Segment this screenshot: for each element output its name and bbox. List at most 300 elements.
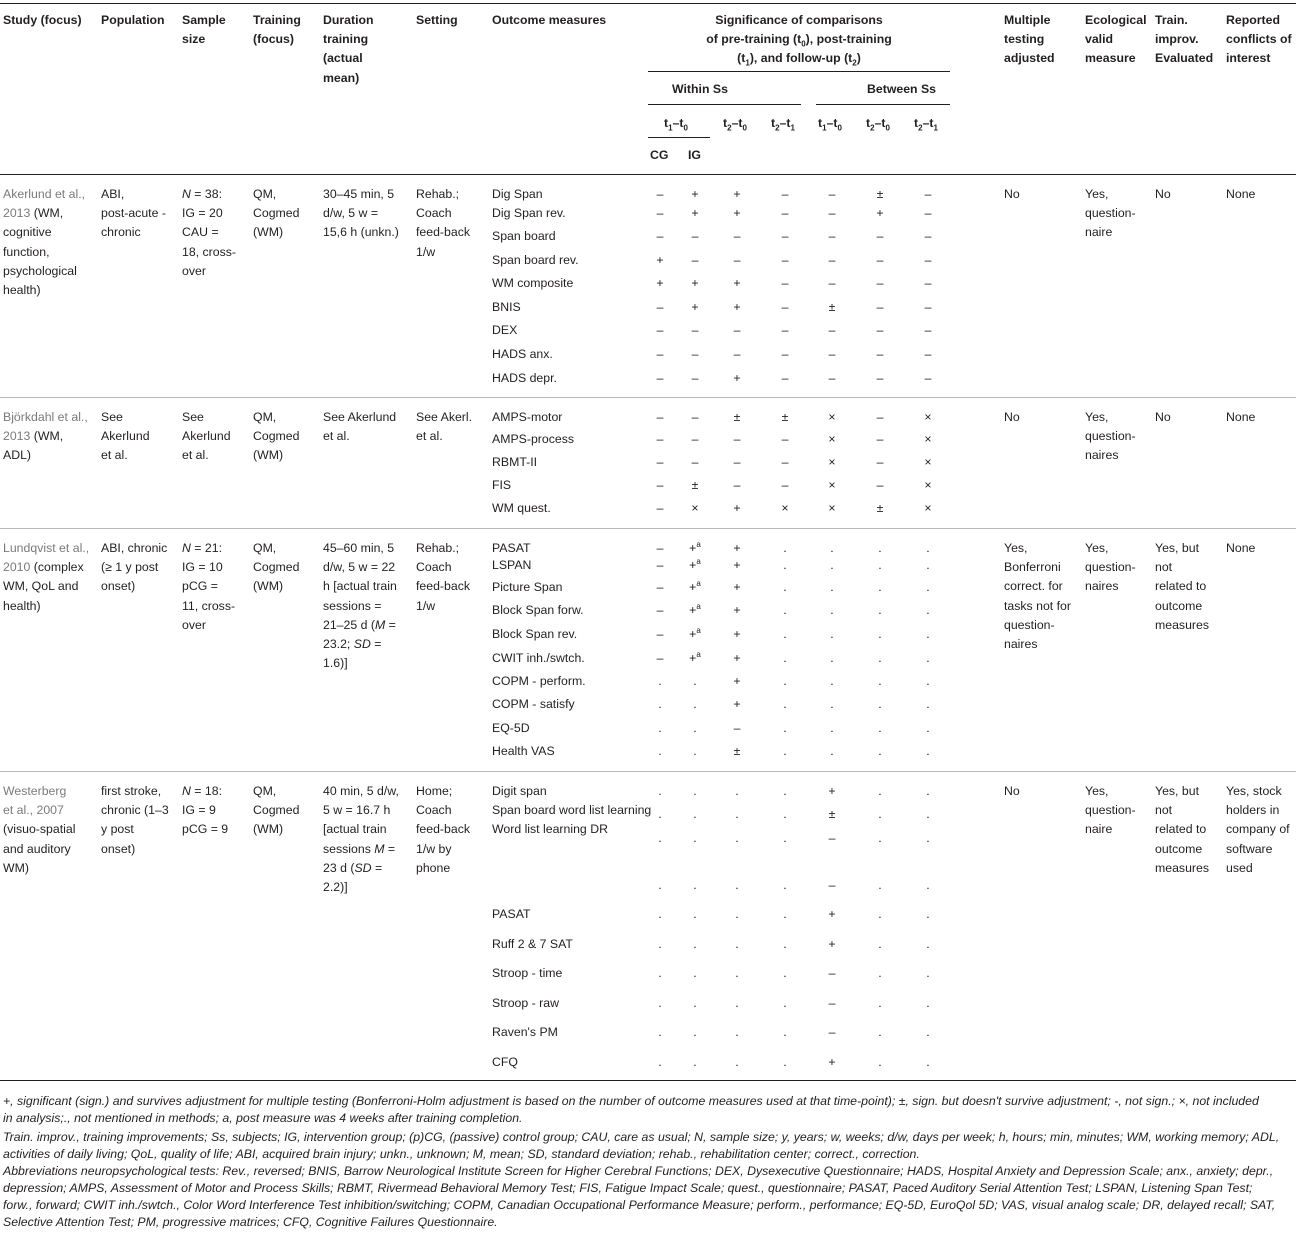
outcome-measure: Block Span forw. xyxy=(492,603,584,617)
study-sample-size: N = 18: IG = 9 pCG = 9 xyxy=(182,784,229,837)
outcome-measure: Digit span xyxy=(492,784,547,798)
significance-cell: . xyxy=(926,878,930,892)
significance-cell: + xyxy=(656,276,664,290)
significance-cell: . xyxy=(735,996,739,1010)
significance-cell: – xyxy=(691,323,699,337)
outcome-measure: COPM - perform. xyxy=(492,674,586,688)
significance-cell: × xyxy=(781,501,789,515)
outcome-measure: CWIT inh./swtch. xyxy=(492,651,585,665)
outcome-measure: Stroop - time xyxy=(492,966,563,980)
significance-cell: . xyxy=(783,1055,787,1069)
significance-cell: – xyxy=(656,501,664,515)
study-train-improv: Yes, but not related to outcome measures xyxy=(1155,541,1209,632)
significance-cell: + xyxy=(691,187,699,201)
header-setting: Setting xyxy=(416,13,458,27)
significance-cell: – xyxy=(656,455,664,469)
significance-cell: – xyxy=(828,371,836,385)
significance-cell: – xyxy=(876,478,884,492)
study-author[interactable]: Björkdahl et al., xyxy=(3,410,88,424)
significance-cell: . xyxy=(658,674,662,688)
significance-cell: . xyxy=(830,697,834,711)
significance-cell: . xyxy=(693,907,697,921)
significance-cell: . xyxy=(693,831,697,845)
study-ecological: Yes, question- naires xyxy=(1085,410,1136,463)
significance-cell: . xyxy=(735,878,739,892)
significance-cell: – xyxy=(781,206,789,220)
significance-cell: – xyxy=(733,478,741,492)
study-setting: Rehab.; Coach feed-back 1/w xyxy=(416,187,471,259)
significance-cell: – xyxy=(781,478,789,492)
significance-cell: – xyxy=(876,300,884,314)
significance-cell: . xyxy=(693,1025,697,1039)
outcome-measure: HADS depr. xyxy=(492,371,557,385)
significance-cell: . xyxy=(926,1025,930,1039)
significance-cell: + xyxy=(733,206,741,220)
study-train-improv: No xyxy=(1155,187,1171,201)
significance-cell: . xyxy=(658,878,662,892)
significance-cell: . xyxy=(735,1055,739,1069)
significance-cell: +$^a$ xyxy=(689,649,701,665)
significance-cell: . xyxy=(878,721,882,735)
significance-cell: – xyxy=(924,229,932,243)
header-between-t1-t0: $t_1-t_0$ xyxy=(818,116,842,133)
significance-cell: . xyxy=(735,784,739,798)
footnote-tests: Abbreviations neuropsychological tests: Rev., reversed; BNIS, Barrow Neurological Institute Screen for Higher Cerebral Functions; DEX, Dysexecutive Questionnaire; HADS, Hospital Anxiety and Depression Scale; anx., anxiety; depr., depression; AMPS, Assessment of Motor and Process Skills; RBMT, Rivermead Behavioral Memory Test; FIS, Fatigue Impact Scale; quest., questionnaire; PASAT, Paced Auditory Serial Attention Test; LSPAN, Listening Span Test; forw., forward; CWIT inh./swtch., Color Word Interference Test inhibition/switching; COPM, Canadian Occupational Performance Measure; perform., performance; EQ-5D, EuroQol 5D; VAS, visual analog scale; DR, delayed recall; SAT, Selective Attention Test; PM, progressive matrices; CFQ, Cognitive Failures Questionnaire. xyxy=(3,1164,1276,1229)
significance-cell: + xyxy=(691,300,699,314)
header-train-improv: Train. improv. Evaluated xyxy=(1155,13,1214,66)
significance-cell: – xyxy=(781,323,789,337)
outcome-measure: AMPS-motor xyxy=(492,410,563,424)
study-population: ABI, chronic (≥ 1 y post onset) xyxy=(101,541,168,594)
outcome-measure: PASAT xyxy=(492,541,531,555)
significance-cell: . xyxy=(878,558,882,572)
significance-cell: – xyxy=(656,410,664,424)
significance-cell: – xyxy=(656,603,664,617)
significance-cell: × xyxy=(924,410,932,424)
significance-cell: . xyxy=(926,966,930,980)
significance-cell: . xyxy=(878,697,882,711)
study-setting: Home; Coach feed-back 1/w by phone xyxy=(416,784,471,875)
significance-cell: – xyxy=(691,410,699,424)
significance-cell: – xyxy=(924,206,932,220)
between-rule xyxy=(816,104,950,105)
significance-cell: ± xyxy=(691,478,699,492)
significance-cell: . xyxy=(783,674,787,688)
significance-cell: + xyxy=(828,784,836,798)
header-outcome: Outcome measures xyxy=(492,13,607,27)
significance-cell: . xyxy=(783,627,787,641)
header-within-ss: Within Ss xyxy=(672,82,728,96)
significance-cell: – xyxy=(876,432,884,446)
significance-cell: – xyxy=(828,878,836,892)
significance-cell: + xyxy=(691,206,699,220)
significance-cell: – xyxy=(656,651,664,665)
significance-cell: + xyxy=(828,907,836,921)
header-sample-size: Sample size xyxy=(182,13,226,47)
significance-cell: – xyxy=(876,276,884,290)
significance-cell: – xyxy=(656,478,664,492)
study-citation: Akerlund et al., 2013 (WM, cognitive function, psychological health) xyxy=(3,187,86,298)
significance-cell: . xyxy=(830,744,834,758)
significance-cell: – xyxy=(828,347,836,361)
study-author[interactable]: Lundqvist et al., xyxy=(3,541,90,555)
significance-cell: × xyxy=(924,501,932,515)
study-training: QM, Cogmed (WM) xyxy=(253,784,300,837)
outcome-measure: LSPAN xyxy=(492,558,532,572)
study-ecological: Yes, question- naires xyxy=(1085,541,1136,594)
significance-cell: . xyxy=(830,580,834,594)
significance-cell: – xyxy=(828,253,836,267)
study-population: See Akerlund et al. xyxy=(101,410,150,463)
header-between-t2-t1: $t_2-t_1$ xyxy=(914,116,938,133)
significance-cell: . xyxy=(926,907,930,921)
significance-cell: . xyxy=(658,807,662,821)
significance-cell: ± xyxy=(876,501,884,515)
significance-cell: – xyxy=(691,253,699,267)
outcome-measure: PASAT xyxy=(492,907,531,921)
significance-cell: . xyxy=(658,966,662,980)
significance-cell: – xyxy=(691,432,699,446)
significance-cell: + xyxy=(733,371,741,385)
significance-cell: – xyxy=(924,300,932,314)
significance-cell: + xyxy=(733,603,741,617)
outcome-measure: Word list learning DR xyxy=(492,822,608,836)
significance-cell: . xyxy=(735,966,739,980)
study-citation: Westerberg et al., 2007 (visuo-spatial and auditory WM) xyxy=(3,784,76,875)
header-between-t2-t0: $t_2-t_0$ xyxy=(866,116,890,133)
significance-cell: . xyxy=(878,907,882,921)
significance-cell: × xyxy=(924,432,932,446)
significance-cell: – xyxy=(828,996,836,1010)
study-train-improv: No xyxy=(1155,410,1171,424)
header-between-ss: Between Ss xyxy=(867,82,937,96)
significance-cell: . xyxy=(878,603,882,617)
header-within-t1-t0: $t_1-t_0$ xyxy=(664,116,688,133)
outcome-measure: Dig Span rev. xyxy=(492,206,566,220)
significance-cell: . xyxy=(783,558,787,572)
significance-cell: . xyxy=(926,807,930,821)
significance-cell: – xyxy=(733,455,741,469)
significance-cell: . xyxy=(878,784,882,798)
study-population: first stroke, chronic (1–3 y post onset) xyxy=(101,784,169,856)
significance-cell: + xyxy=(733,697,741,711)
significance-cell: . xyxy=(783,937,787,951)
significance-cell: +$^a$ xyxy=(689,625,701,641)
study-multiple-testing: No xyxy=(1004,784,1020,798)
header-training: Training (focus) xyxy=(253,13,301,47)
outcome-measure: DEX xyxy=(492,323,518,337)
significance-cell: . xyxy=(658,907,662,921)
header-within-t2-t1: $t_2-t_1$ xyxy=(771,116,795,133)
significance-cell: – xyxy=(876,347,884,361)
outcome-measure: Span board rev. xyxy=(492,253,579,267)
significance-cell: – xyxy=(924,347,932,361)
significance-cell: – xyxy=(691,229,699,243)
outcome-measure: Block Span rev. xyxy=(492,627,578,641)
significance-cell: – xyxy=(828,187,836,201)
outcome-measure: FIS xyxy=(492,478,512,492)
significance-cell: . xyxy=(783,966,787,980)
significance-cell: – xyxy=(828,966,836,980)
significance-cell: – xyxy=(781,300,789,314)
outcome-measure: HADS anx. xyxy=(492,347,553,361)
header-duration: Duration training (actual mean) xyxy=(323,13,374,85)
outcome-measure: EQ-5D xyxy=(492,721,530,735)
significance-cell: . xyxy=(783,651,787,665)
study-sample-size: See Akerlund et al. xyxy=(182,410,231,463)
study-author[interactable]: Akerlund et al., xyxy=(3,187,86,201)
significance-cell: – xyxy=(656,432,664,446)
significance-cell: . xyxy=(830,674,834,688)
footnote-symbols: +, significant (sign.) and survives adjustment for multiple testing (Bonferroni-Holm adjustment is based on the number of outcome measures used at that time-point); ±, sign. but doesn't survive adjustment; -, not sign.; ×, not included in analysis;., not mentioned in methods; a, post measure was 4 weeks after training completion. xyxy=(3,1094,1259,1125)
study-divider xyxy=(0,397,1296,398)
significance-cell: – xyxy=(733,323,741,337)
significance-cell: . xyxy=(878,831,882,845)
outcome-measure: Raven's PM xyxy=(492,1025,558,1039)
significance-cell: – xyxy=(691,347,699,361)
study-training: QM, Cogmed (WM) xyxy=(253,410,300,463)
significance-cell: + xyxy=(691,276,699,290)
significance-cell: . xyxy=(693,878,697,892)
outcome-measure: Picture Span xyxy=(492,580,563,594)
significance-cell: . xyxy=(783,541,787,555)
significance-cell: . xyxy=(658,1025,662,1039)
significance-cell: . xyxy=(926,603,930,617)
significance-cell: . xyxy=(658,831,662,845)
study-divider xyxy=(0,528,1296,529)
significance-cell: . xyxy=(693,996,697,1010)
study-duration: 30–45 min, 5 d/w, 5 w = 15,6 h (unkn.) xyxy=(323,187,399,240)
significance-cell: . xyxy=(735,907,739,921)
outcome-measure: RBMT-II xyxy=(492,455,538,469)
study-sample-size: N = 38: IG = 20 CAU = 18, cross- over xyxy=(182,187,236,278)
significance-cell: – xyxy=(656,206,664,220)
significance-cell: × xyxy=(828,501,836,515)
significance-cell: . xyxy=(878,651,882,665)
significance-cell: – xyxy=(656,229,664,243)
study-citation: Lundqvist et al., 2010 (complex WM, QoL and health) xyxy=(3,541,90,613)
significance-cell: . xyxy=(735,807,739,821)
significance-cell: – xyxy=(733,432,741,446)
significance-cell: × xyxy=(828,478,836,492)
significance-cell: – xyxy=(781,371,789,385)
significance-cell: – xyxy=(656,187,664,201)
significance-cell: . xyxy=(658,1055,662,1069)
significance-cell: – xyxy=(924,323,932,337)
header-population: Population xyxy=(101,13,165,27)
significance-cell: – xyxy=(656,580,664,594)
study-conflicts: None xyxy=(1226,541,1256,555)
significance-cell: ± xyxy=(828,807,836,821)
header-study: Study (focus) xyxy=(3,13,82,27)
significance-cell: – xyxy=(691,455,699,469)
significance-cell: . xyxy=(735,1025,739,1039)
significance-cell: . xyxy=(878,996,882,1010)
outcome-measure: Stroop - raw xyxy=(492,996,559,1010)
study-citation: Björkdahl et al., 2013 (WM, ADL) xyxy=(3,410,88,463)
significance-cell: . xyxy=(878,1025,882,1039)
significance-cell: . xyxy=(783,744,787,758)
study-duration: See Akerlund et al. xyxy=(323,410,397,444)
significance-cell: – xyxy=(733,347,741,361)
study-train-improv: Yes, but not related to outcome measures xyxy=(1155,784,1209,875)
significance-cell: × xyxy=(924,455,932,469)
significance-cell: – xyxy=(924,371,932,385)
significance-cell: . xyxy=(926,697,930,711)
significance-cell: . xyxy=(830,721,834,735)
significance-cell: – xyxy=(656,371,664,385)
significance-cell: . xyxy=(926,784,930,798)
significance-cell: . xyxy=(926,674,930,688)
outcome-measure: WM quest. xyxy=(492,501,551,515)
significance-cell: . xyxy=(926,831,930,845)
significance-cell: . xyxy=(878,807,882,821)
significance-cell: +$^a$ xyxy=(689,578,701,594)
study-multiple-testing: Yes, Bonferroni correct. for tasks not for question- naires xyxy=(1004,541,1071,652)
outcome-measure: AMPS-process xyxy=(492,432,575,446)
significance-cell: . xyxy=(735,937,739,951)
significance-cell: . xyxy=(658,697,662,711)
significance-cell: . xyxy=(926,996,930,1010)
outcome-measure: Health VAS xyxy=(492,744,555,758)
significance-rule xyxy=(648,71,950,72)
significance-cell: . xyxy=(693,937,697,951)
study-conflicts: None xyxy=(1226,187,1256,201)
significance-cell: – xyxy=(828,229,836,243)
study-ecological: Yes, question- naire xyxy=(1085,187,1136,240)
significance-cell: . xyxy=(830,627,834,641)
significance-cell: + xyxy=(828,1055,836,1069)
significance-cell: . xyxy=(830,558,834,572)
significance-cell: – xyxy=(781,432,789,446)
significance-cell: + xyxy=(656,253,664,267)
table-bottom-rule xyxy=(0,1080,1296,1081)
significance-cell: – xyxy=(781,276,789,290)
significance-cell: – xyxy=(656,323,664,337)
significance-cell: – xyxy=(781,347,789,361)
significance-cell: – xyxy=(876,455,884,469)
header-conflicts: Reported conflicts of interest xyxy=(1226,13,1292,66)
outcome-measure: WM composite xyxy=(492,276,574,290)
t10-rule xyxy=(648,137,710,138)
header-significance: Significance of comparisons of pre-training $(t_0)$, post-training $(t_1)$, and follow-up $(t_2)$ xyxy=(706,13,892,68)
significance-cell: – xyxy=(876,229,884,243)
significance-cell: . xyxy=(783,603,787,617)
significance-cell: . xyxy=(878,878,882,892)
significance-cell: – xyxy=(924,187,932,201)
significance-cell: ± xyxy=(828,300,836,314)
study-training: QM, Cogmed (WM) xyxy=(253,187,300,240)
significance-cell: – xyxy=(656,347,664,361)
outcome-measure: COPM - satisfy xyxy=(492,697,575,711)
header-ig: IG xyxy=(688,148,701,162)
significance-cell: + xyxy=(733,541,741,555)
significance-cell: . xyxy=(783,784,787,798)
header-within-t2-t0: $t_2-t_0$ xyxy=(723,116,747,133)
significance-cell: + xyxy=(733,580,741,594)
significance-cell: – xyxy=(828,206,836,220)
significance-cell: . xyxy=(783,721,787,735)
significance-cell: + xyxy=(733,276,741,290)
outcome-measure: BNIS xyxy=(492,300,521,314)
significance-cell: . xyxy=(783,580,787,594)
significance-cell: . xyxy=(878,1055,882,1069)
significance-cell: ± xyxy=(733,744,741,758)
significance-cell: . xyxy=(735,831,739,845)
study-setting: See Akerl. et al. xyxy=(416,410,473,444)
significance-cell: . xyxy=(830,603,834,617)
significance-cell: – xyxy=(828,831,836,845)
significance-cell: . xyxy=(658,744,662,758)
significance-cell: . xyxy=(878,966,882,980)
significance-cell: . xyxy=(878,937,882,951)
study-author[interactable]: Westerberg xyxy=(3,784,67,798)
study-divider xyxy=(0,771,1296,772)
significance-cell: . xyxy=(926,627,930,641)
significance-cell: . xyxy=(693,966,697,980)
significance-cell: – xyxy=(924,276,932,290)
significance-cell: – xyxy=(733,229,741,243)
within-rule xyxy=(648,104,801,105)
significance-cell: . xyxy=(926,558,930,572)
significance-cell: . xyxy=(878,580,882,594)
significance-cell: ± xyxy=(733,410,741,424)
significance-cell: – xyxy=(876,323,884,337)
significance-cell: +$^a$ xyxy=(689,601,701,617)
header-multiple-testing: Multiple testing adjusted xyxy=(1004,13,1055,66)
significance-cell: – xyxy=(656,541,664,555)
study-sample-size: N = 21: IG = 10 pCG = 11, cross- over xyxy=(182,541,236,632)
top-rule xyxy=(0,3,1296,4)
significance-cell: – xyxy=(876,371,884,385)
study-population: ABI, post-acute - chronic xyxy=(101,187,166,240)
significance-cell: + xyxy=(733,627,741,641)
significance-cell: – xyxy=(876,253,884,267)
significance-cell: . xyxy=(693,721,697,735)
outcome-measure: Ruff 2 & 7 SAT xyxy=(492,937,573,951)
significance-cell: . xyxy=(926,721,930,735)
significance-cell: – xyxy=(876,410,884,424)
outcome-measure: Span board xyxy=(492,229,556,243)
significance-cell: – xyxy=(781,187,789,201)
significance-cell: +$^a$ xyxy=(689,556,701,572)
significance-cell: . xyxy=(926,937,930,951)
header-bottom-rule xyxy=(0,174,1296,175)
significance-cell: × xyxy=(924,478,932,492)
significance-cell: – xyxy=(924,253,932,267)
significance-cell: . xyxy=(783,907,787,921)
significance-cell: + xyxy=(733,558,741,572)
significance-cell: . xyxy=(783,697,787,711)
significance-cell: . xyxy=(783,996,787,1010)
significance-cell: . xyxy=(926,541,930,555)
significance-cell: + xyxy=(876,206,884,220)
significance-cell: . xyxy=(658,937,662,951)
significance-cell: + xyxy=(733,674,741,688)
significance-cell: . xyxy=(926,651,930,665)
significance-cell: . xyxy=(926,744,930,758)
significance-cell: . xyxy=(878,744,882,758)
study-setting: Rehab.; Coach feed-back 1/w xyxy=(416,541,471,613)
significance-cell: . xyxy=(783,831,787,845)
significance-cell: × xyxy=(828,410,836,424)
significance-cell: + xyxy=(733,651,741,665)
significance-cell: . xyxy=(658,784,662,798)
significance-cell: + xyxy=(733,300,741,314)
footnote-abbreviations: Train. improv., training improvements; Ss, subjects; IG, intervention group; (p)CG, (passive) control group; CAU, care as usual; N, sample size; y, years; w, weeks; d/w, days per week; h, hours; min, minutes; WM, working memory; ADL, activities of daily living; QoL, quality of life; ABI, acquired brain injury; unkn., unknown; M, mean; SD, standard deviation; rehab., rehabilitation center; correct., correction. xyxy=(3,1130,1280,1161)
outcome-measure: CFQ xyxy=(492,1055,518,1069)
significance-cell: – xyxy=(656,300,664,314)
